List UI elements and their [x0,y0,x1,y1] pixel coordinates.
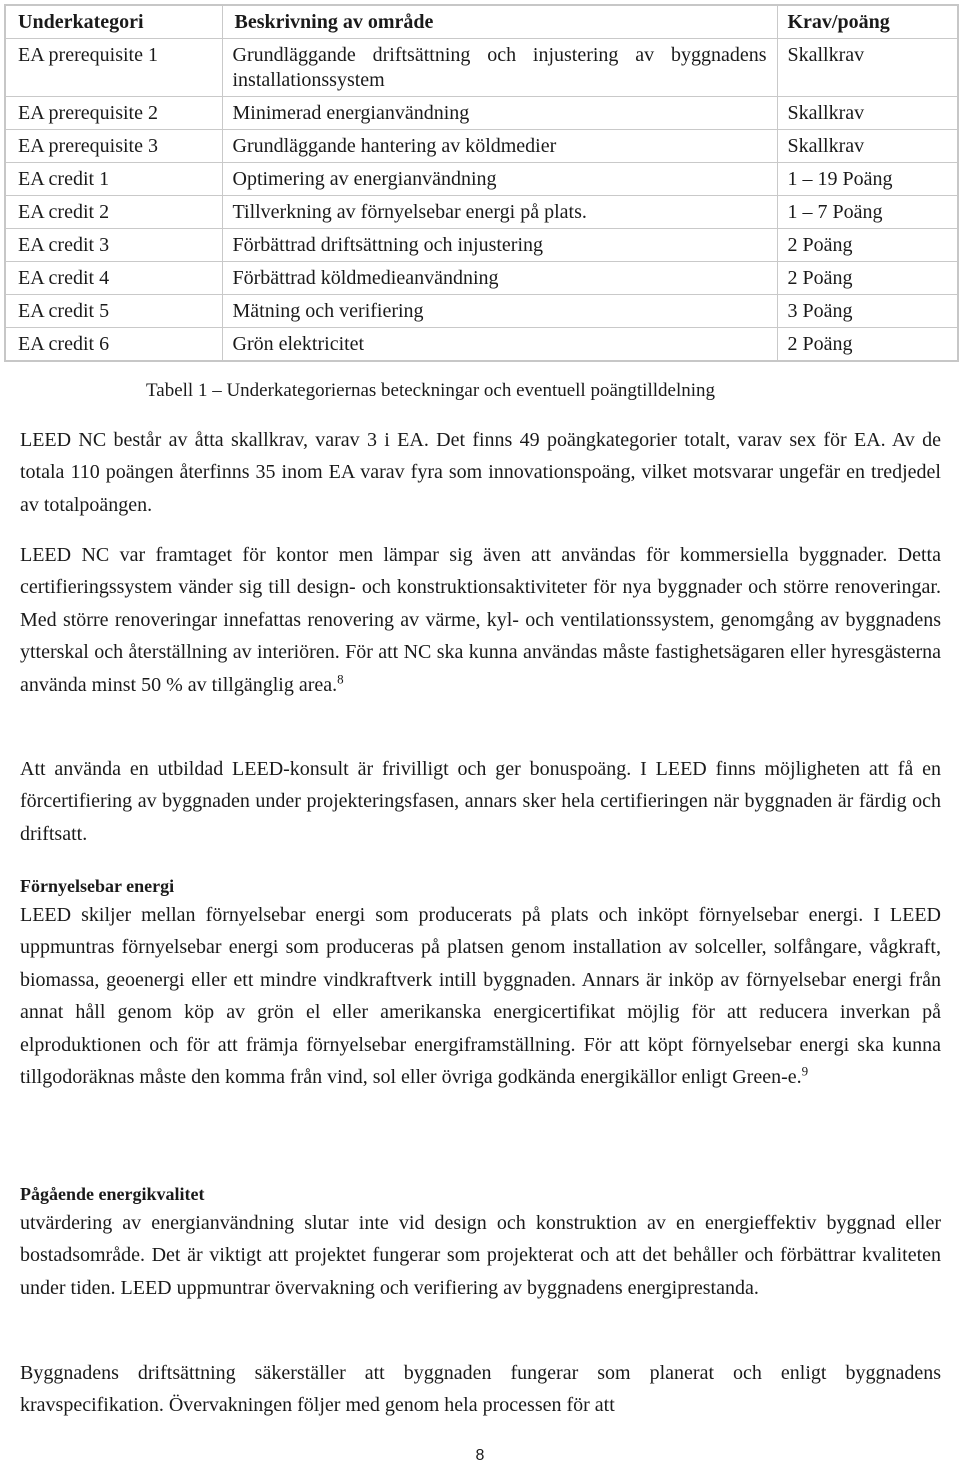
cell-description: Minimerad energianvändning [222,97,777,130]
cell-category: EA credit 6 [5,328,222,362]
paragraph-text: Byggnadens driftsättning säkerställer att byggnaden fungerar som planerat och enligt byggnadens kravspecifikation. Övervakningen följer med genom hela processen för att [20,1362,941,1417]
footnote-ref: 8 [337,670,344,686]
criteria-table [4,4,959,362]
footnote-ref: 9 [801,1063,809,1079]
cell-requirement: Skallkrav [777,39,958,97]
cell-category: EA prerequisite 3 [5,130,222,163]
paragraph-text: Att använda en utbildad LEED-konsult är frivilligt och ger bonuspoäng. I LEED finns möjligheten att få en förcertifiering av byggnaden under projekteringsfasen, annars sker hela certifieringen när byggnaden är färdig och driftsatt. [20,758,941,845]
table-row [5,163,958,196]
table-row [5,262,958,295]
cell-description: Grundläggande driftsättning och injustering av byggnadens installationssystem [222,39,777,97]
paragraph-leed-consultant [20,753,941,850]
page-number: 8 [475,1447,485,1464]
cell-description: Förbättrad köldmedieanvändning [222,262,777,295]
paragraph-leed-nc-scope [20,539,941,701]
paragraph-renewable-energy [20,899,941,1093]
table-row [5,39,958,97]
section-heading-energy-quality: Pågående energikvalitet [20,1184,205,1204]
table-row [5,97,958,130]
cell-category: EA credit 2 [5,196,222,229]
section-heading-renewable-energy: Förnyelsebar energi [20,876,175,896]
paragraph-text: LEED NC består av åtta skallkrav, varav 3 i EA. Det finns 49 poängkategorier totalt, varav sex för EA. Av de totala 110 poängen återfinns 35 inom EA varav fyra som innovationspoäng, vilket motsvarar ungefär en tredjedel av totalpoängen. [20,429,941,516]
cell-description: Tillverkning av förnyelsebar energi på plats. [222,196,777,229]
paragraph-overview [20,424,941,521]
cell-requirement: 2 Poäng [777,262,958,295]
table-row [5,295,958,328]
cell-requirement: Skallkrav [777,97,958,130]
cell-requirement: Skallkrav [777,130,958,163]
paragraph-text: LEED skiljer mellan förnyelsebar energi som producerats på plats och inköpt förnyelsebar energi. I LEED uppmuntras förnyelsebar energi som produceras på platsen genom installation av solceller, solfångare, vågkraft, biomassa, geoenergi eller ett mindre vindkraftverk intill byggnaden. Annars är inköp av förnyelsebar energi från annat håll genom köp av grön el eller amerikanska energicertifikat möjlig för att reducera inverkan på elproduktionen och för att främja förnyelsebar energiframställning. För att köpt förnyelsebar energi ska kunna tillgodoräknas måste den komma från vind, sol eller övriga godkända energikällor enligt Green-e. [20,904,941,1089]
cell-category: EA credit 5 [5,295,222,328]
paragraph-text: utvärdering av energianvändning slutar inte vid design och konstruktion av en energieffektiv byggnad eller bostadsområde. Det är viktigt att projektet fungerar som projekterat och att det behåller och förbättrar kvaliteten under tiden. LEED uppmuntrar övervakning och verifiering av byggnadens energiprestanda. [20,1212,941,1299]
paragraph-text: LEED NC var framtaget för kontor men lämpar sig även att användas för kommersiella byggnader. Detta certifieringssystem vänder sig till design- och konstruktionsaktiviteter för nya byggnader och större renoveringar. Med större renoveringar innefattas renovering av värme, kyl- och ventilationssystem, genomgång av byggnadens ytterskal och återställning av interiören. För att NC ska kunna användas måste fastighetsägaren eller hyresgästerna använda minst 50 % av tillgänglig area. [20,544,941,696]
cell-category: EA credit 1 [5,163,222,196]
paragraph-commissioning [20,1357,941,1422]
table-row [5,130,958,163]
header-krav-poang: Krav/poäng [777,5,958,39]
cell-requirement: 2 Poäng [777,328,958,362]
cell-description: Grundläggande hantering av köldmedier [222,130,777,163]
table-header-row [5,5,958,39]
cell-requirement: 1 – 19 Poäng [777,163,958,196]
header-beskrivning: Beskrivning av område [222,5,777,39]
cell-category: EA prerequisite 2 [5,97,222,130]
table-row [5,328,958,362]
table-caption: Tabell 1 – Underkategoriernas beteckningar och eventuell poängtilldelning [146,380,715,401]
paragraph-energy-quality [20,1207,941,1304]
cell-description: Förbättrad driftsättning och injustering [222,229,777,262]
cell-category: EA credit 4 [5,262,222,295]
cell-description: Optimering av energianvändning [222,163,777,196]
cell-requirement: 3 Poäng [777,295,958,328]
cell-category: EA prerequisite 1 [5,39,222,97]
cell-category: EA credit 3 [5,229,222,262]
cell-description: Mätning och verifiering [222,295,777,328]
table-row [5,229,958,262]
table-row [5,196,958,229]
cell-description: Grön elektricitet [222,328,777,362]
header-underkategori: Underkategori [5,5,222,39]
cell-requirement: 2 Poäng [777,229,958,262]
cell-requirement: 1 – 7 Poäng [777,196,958,229]
